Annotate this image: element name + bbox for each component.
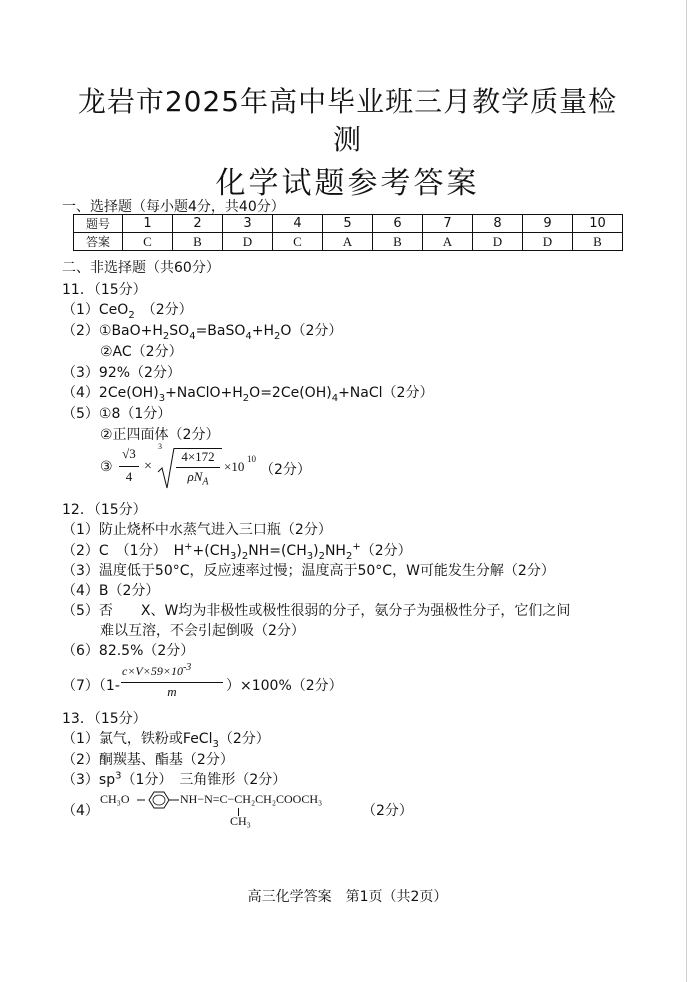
methyl-branch: CH₃: [230, 814, 251, 828]
table-cell-answer: A: [423, 233, 473, 251]
table-cell-answer: C: [273, 233, 323, 251]
q12-line-5b: 难以互溶，不会引起倒吸（2分）: [100, 623, 305, 639]
table-row-answers: [74, 233, 623, 251]
q13-line-2: （2）酮羰基、酯基（2分）: [62, 752, 234, 768]
title-line-2: 测: [332, 123, 362, 156]
table-cell-number: 4: [273, 215, 323, 233]
q11-line-5: （5）①8（1分）: [62, 406, 172, 422]
table-cell-answer: B: [573, 233, 623, 251]
hydrazone-chain: NH−N=C−CH₂CH₂COOCH₃: [180, 792, 323, 806]
table-cell-number: 5: [323, 215, 373, 233]
answer-page: 龙岩市2025年高中毕业班三月教学质量检 测 化学试题参考答案 一、选择题（每小题4分，共40分） 题号 1 2 3 4 5 6 7 8 9 10 答案 C B D C A B A D D B 二、非选择题（共60分） 11．（15分） （1）CeO$_2$ （2分） $(2)①BaO+H_2SO_4=BaSO_4+H_2O(2$分） ②AC（2分） （3）92%（2分） $(4)2Ce(OH)_3+NaClO+H_2O=2Ce(OH)_4+NaCl(2$分） （5）①8（1分） ②正四面体（2分） ③ √3 4 × 3 4×172 $\rho N_A$ ×10 10 （2分） 12．（15分） （1）防止烧杯中水蒸气进入三口瓶（2分） （2）C （1分） $H^++(CH_3)_2NH=(CH_3)_2NH_2^+(2$分） （3）温度低于50°C，反应速率过慢；温度高于50°C，W可能发生分解（2分） （4）B（2分） （5）否 X、W均为非极性或极性很弱的分子，氨分子为强极性分子，它们之间 难以互溶，不会引起倒吸（2分） （6）82.5%（2分） （7）（1- $c\times V\times 59\times 10^{-3}$ m ）×100%（2分） 13．（15分） （1）氯气，铁粉或FeCl$_3$（2分） （2）酮羰基、酯基（2分） $(3)sp^3(1$分） 三角锥形（2分） （4） CH₃O NH−N=C−CH₂CH₂COOCH₃ CH₃ （2分） 高三化学答案 第1页（共2页）: [0, 0, 695, 982]
table-row-numbers: [74, 215, 623, 233]
q12-line-3: （3）温度低于50°C，反应速率过慢；温度高于50°C，W可能发生分解（2分）: [62, 563, 555, 579]
table-cell-number: 6: [373, 215, 423, 233]
q12-line-4: （4）B（2分）: [62, 583, 160, 599]
table-cell-answer: D: [223, 233, 273, 251]
table-cell-number: 1: [123, 215, 173, 233]
q12-line-6: （6）82.5%（2分）: [62, 643, 195, 659]
q13-line-1: （1）氯气，铁粉或FeCl$_3$（2分）: [62, 731, 270, 750]
radical-numerator: 4×172: [181, 449, 215, 464]
q12-line-2: （2）C （1分） $H^++(CH_3)_2NH=(CH_3)_2NH_2^+(2$分）: [62, 541, 412, 562]
q11-line-3: （3）92%（2分）: [62, 365, 181, 381]
cube-root-index: 3: [158, 442, 162, 451]
table-header-q: 题号: [74, 215, 123, 233]
table-cell-answer: D: [523, 233, 573, 251]
q11-line-1: （1）CeO$_2$ （2分）: [62, 302, 193, 321]
table-header-a: 答案: [74, 233, 123, 251]
fraction-numerator: $c\times V\times 59\times 10^{-3}$: [122, 662, 192, 678]
table-cell-number: 9: [523, 215, 573, 233]
title-line-1: 龙岩市2025年高中毕业班三月教学质量检: [77, 85, 618, 118]
methoxy-group: CH₃O: [100, 792, 130, 806]
q11-line-2: $(2)①BaO+H_2SO_4=BaSO_4+H_2O(2$分）: [62, 323, 343, 342]
table-cell-number: 3: [223, 215, 273, 233]
radical-fraction-bar: [176, 467, 220, 468]
q11-line-2b: ②AC（2分）: [100, 344, 183, 360]
table-cell-answer: D: [473, 233, 523, 251]
section1-heading: 一、选择题（每小题4分，共40分）: [62, 199, 285, 215]
radical-sign-icon: [156, 446, 176, 490]
fraction-bar: [121, 682, 223, 683]
q12-line-5: （5）否 X、W均为非极性或极性很弱的分子，氨分子为强极性分子，它们之间: [62, 603, 571, 619]
fraction-bar: [119, 466, 139, 467]
table-cell-number: 2: [173, 215, 223, 233]
title-line-3: 化学试题参考答案: [215, 166, 480, 201]
q11-heading: 11．（15分）: [62, 282, 147, 298]
q12-line-1: （1）防止烧杯中水蒸气进入三口瓶（2分）: [62, 522, 332, 538]
q11-line-5b: ②正四面体（2分）: [100, 427, 220, 443]
table-cell-answer: C: [123, 233, 173, 251]
benzene-ring-icon: [137, 789, 179, 811]
q13-line-3: $(3)sp^3(1$分） 三角锥形（2分）: [62, 770, 287, 788]
table-cell-number: 10: [573, 215, 623, 233]
table-cell-answer: A: [323, 233, 373, 251]
four-denominator: 4: [125, 469, 133, 484]
table-cell-number: 7: [423, 215, 473, 233]
q13-line-4-structure: （4） CH₃O NH−N=C−CH₂CH₂COOCH₃ CH₃ （2分）: [62, 792, 442, 832]
answer-table: [73, 214, 623, 251]
table-cell-answer: B: [173, 233, 223, 251]
sqrt3-numerator: √3: [122, 446, 136, 461]
radical-denominator: $\rho N_A$: [187, 469, 209, 488]
table-cell-answer: B: [373, 233, 423, 251]
fraction-denominator: m: [167, 684, 177, 699]
q11-line-4: $(4)2Ce(OH)_3+NaClO+H_2O=2Ce(OH)_4+NaCl(2$分）: [62, 385, 434, 404]
page-footer: 高三化学答案 第1页（共2页）: [247, 889, 448, 905]
section2-heading: 二、非选择题（共60分）: [62, 260, 220, 276]
q13-heading: 13．（15分）: [62, 711, 147, 727]
table-cell-number: 8: [473, 215, 523, 233]
q12-heading: 12．（15分）: [62, 502, 147, 518]
